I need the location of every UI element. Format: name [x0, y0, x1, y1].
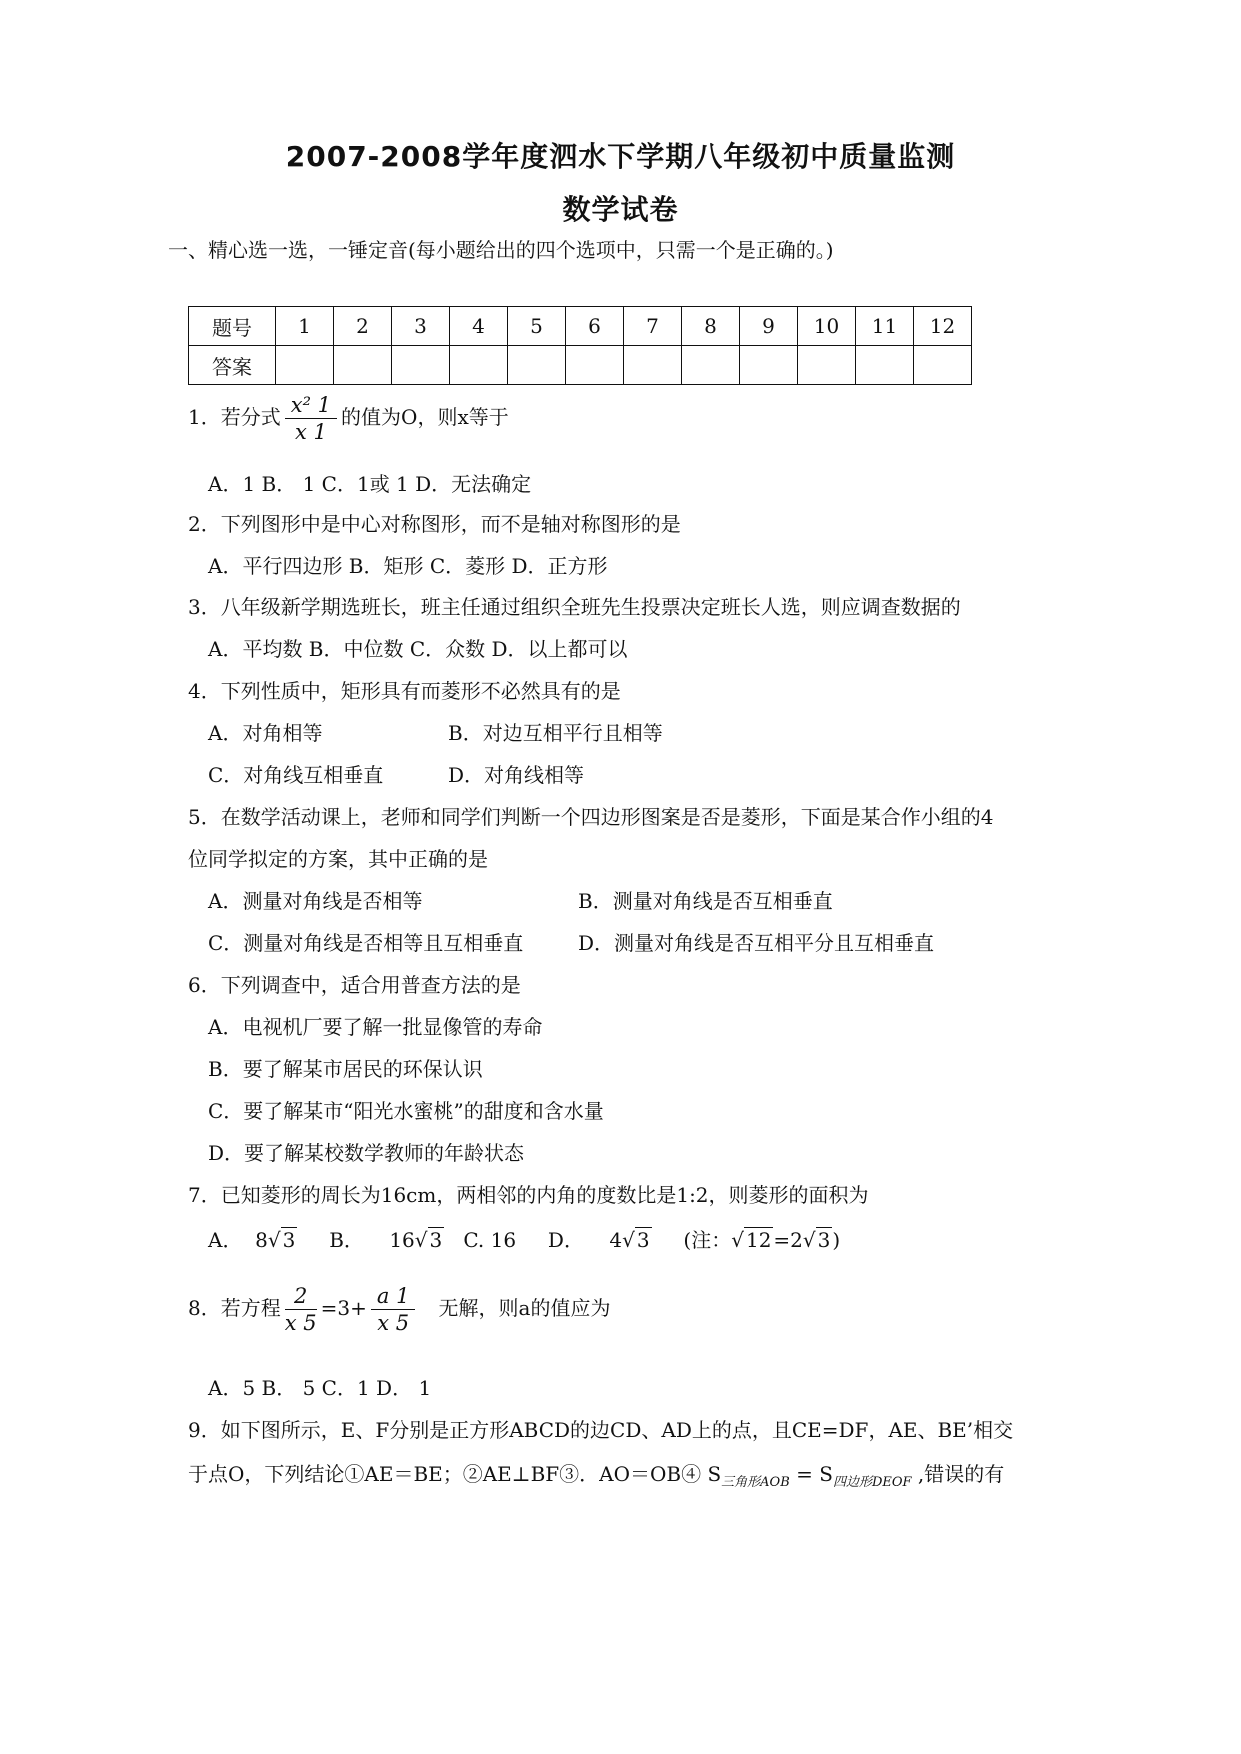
answer-cell[interactable] [392, 346, 450, 385]
q6-option-d: D．要了解某校数学教师的年龄状态 [208, 1141, 525, 1165]
table-cell: 1 [276, 307, 334, 346]
question-7: 7．已知菱形的周长为16cm，两相邻的内角的度数比是1:2，则菱形的面积为 [188, 1183, 869, 1207]
sqrt-12: √ 12 [731, 1228, 772, 1252]
q8-prefix: 8．若方程 [188, 1296, 281, 1320]
q4-option-b: B．对边互相平行且相等 [448, 721, 663, 745]
q8-suffix: 无解，则a的值应为 [438, 1296, 611, 1320]
table-cell: 8 [682, 307, 740, 346]
answer-cell[interactable] [798, 346, 856, 385]
table-cell: 4 [450, 307, 508, 346]
q8-fraction-1 [285, 1283, 317, 1336]
q7-note-mid: =2 [773, 1228, 803, 1252]
q5-option-d: D．测量对角线是否互相平分且互相垂直 [578, 931, 935, 955]
sqrt-3: √ 3 [622, 1228, 650, 1252]
q4-option-a: A．对角相等 [208, 721, 323, 745]
table-cell: 11 [856, 307, 914, 346]
q1-suffix: 的值为O，则x等于 [341, 405, 509, 429]
q7-options [208, 1226, 840, 1254]
table-cell: 9 [740, 307, 798, 346]
q2-options: A．平行四边形 B．矩形 C．菱形 D．正方形 [208, 554, 608, 578]
table-cell: 10 [798, 307, 856, 346]
sqrt-3: √ 3 [414, 1228, 443, 1252]
q7-option-d-label: D． [547, 1228, 584, 1252]
q7-option-a-coef: 8 [255, 1228, 268, 1252]
answer-table-answer-row [189, 346, 972, 385]
answer-cell[interactable] [682, 346, 740, 385]
question-2: 2．下列图形中是中心对称图形，而不是轴对称图形的是 [188, 512, 681, 536]
q1-options: A．1 B． 1 C．1或 1 D．无法确定 [208, 472, 532, 496]
answer-cell[interactable] [914, 346, 972, 385]
q4-option-c: C．对角线互相垂直 [208, 763, 384, 787]
question-9-line1: 9．如下图所示，E、F分别是正方形ABCD的边CD、AD上的点，且CE=DF，AE、BE’相交 [188, 1418, 1014, 1442]
q5-option-c: C．测量对角线是否相等且互相垂直 [208, 931, 524, 955]
q7-option-b-label: B． [329, 1228, 364, 1252]
sqrt-3: √ 3 [267, 1228, 296, 1252]
answer-cell[interactable] [450, 346, 508, 385]
q1-frac-numerator: x² 1 [285, 392, 337, 419]
answer-table [188, 306, 972, 385]
sqrt-3: √ 3 [802, 1228, 831, 1252]
table-cell: 6 [566, 307, 624, 346]
q3-options: A．平均数 B．中位数 C．众数 D．以上都可以 [208, 637, 628, 661]
q9-equals: = S [789, 1462, 833, 1486]
table-cell: 7 [624, 307, 682, 346]
q8-frac1-denominator: x 5 [284, 1311, 317, 1335]
q9-stem-prefix: 于点O，下列结论①AE＝BE；②AE⊥BF③．AO＝OB④ S [188, 1462, 722, 1486]
answer-cell[interactable] [740, 346, 798, 385]
answer-table-header-row [189, 307, 972, 346]
q8-frac1-numerator: 2 [285, 1283, 317, 1310]
answer-label: 答案 [189, 346, 276, 385]
table-cell: 3 [392, 307, 450, 346]
question-8 [188, 1283, 610, 1336]
q1-prefix: 1．若分式 [188, 405, 281, 429]
section-heading: 一、精心选一选，一锤定音(每小题给出的四个选项中，只需一个是正确的。) [168, 238, 834, 262]
question-5-line1: 5．在数学活动课上，老师和同学们判断一个四边形图案是否是菱形，下面是某合作小组的4 [188, 805, 994, 829]
exam-subtitle: 数学试卷 [562, 193, 679, 226]
answer-cell[interactable] [856, 346, 914, 385]
question-4: 4．下列性质中，矩形具有而菱形不必然具有的是 [188, 679, 621, 703]
q7-option-b-coef: 16 [389, 1228, 415, 1252]
q8-mid: =3+ [320, 1296, 367, 1320]
q9-subscript-quadrilateral: 四边形DEOF [832, 1475, 912, 1490]
question-5-line2: 位同学拟定的方案，其中正确的是 [188, 847, 488, 871]
answer-cell[interactable] [276, 346, 334, 385]
q8-frac2-denominator: x 5 [377, 1311, 410, 1335]
answer-cell[interactable] [624, 346, 682, 385]
answer-cell[interactable] [566, 346, 624, 385]
q8-options: A．5 B． 5 C．1 D． 1 [208, 1376, 432, 1400]
q7-option-c: C. 16 [463, 1228, 517, 1252]
answer-cell[interactable] [334, 346, 392, 385]
question-number-label: 题号 [189, 307, 276, 346]
q9-stem-suffix: ,错误的有 [911, 1462, 1005, 1486]
question-3: 3．八年级新学期选班长，班主任通过组织全班先生投票决定班长人选，则应调查数据的 [188, 595, 961, 619]
q7-option-a-label: A． [208, 1228, 243, 1252]
q7-note-prefix: (注： [683, 1228, 732, 1252]
q6-option-b: B．要了解某市居民的环保认识 [208, 1057, 483, 1081]
q1-frac-denominator: x 1 [294, 420, 327, 444]
answer-cell[interactable] [508, 346, 566, 385]
q9-subscript-triangle: 三角形AOB [721, 1475, 790, 1490]
question-6: 6．下列调查中，适合用普查方法的是 [188, 973, 521, 997]
question-9-line2 [188, 1460, 1004, 1497]
exam-title: 2007-2008学年度泗水下学期八年级初中质量监测 [285, 140, 956, 173]
q1-fraction [285, 392, 337, 445]
q4-option-d: D．对角线相等 [448, 763, 585, 787]
q8-fraction-2 [371, 1283, 416, 1336]
q8-frac2-numerator: a 1 [371, 1283, 416, 1310]
table-cell: 2 [334, 307, 392, 346]
q6-option-c: C．要了解某市“阳光水蜜桃”的甜度和含水量 [208, 1099, 604, 1123]
q7-note-suffix: ) [832, 1228, 841, 1252]
q6-option-a: A．电视机厂要了解一批显像管的寿命 [208, 1015, 543, 1039]
q5-option-a: A．测量对角线是否相等 [208, 889, 423, 913]
q7-option-d-coef: 4 [609, 1228, 623, 1252]
table-cell: 12 [914, 307, 972, 346]
table-cell: 5 [508, 307, 566, 346]
q5-option-b: B．测量对角线是否互相垂直 [578, 889, 833, 913]
question-1 [188, 392, 509, 445]
